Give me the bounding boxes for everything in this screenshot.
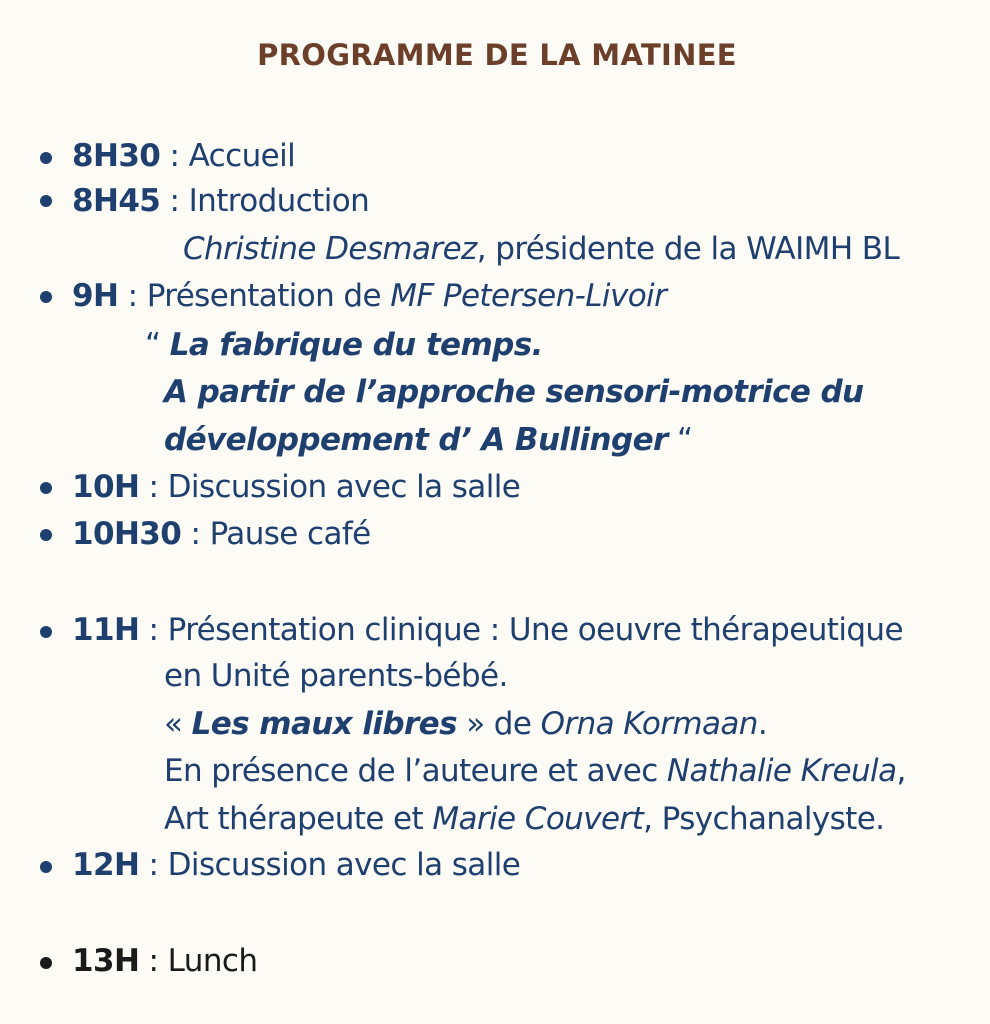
item-detail-line-4: En présence de l’auteure et avec Nathalie Kreula, [164,753,906,789]
item-detail-line-5: Art thérapeute et Marie Couvert, Psychanalyste. [164,801,885,837]
schedule-item-1300: 13H : Lunch [72,943,258,979]
speaker-name: Marie Couvert [432,801,644,837]
item-time: 8H45 [72,183,161,219]
item-text: Discussion avec la salle [167,847,521,883]
item-text: Discussion avec la salle [167,469,521,505]
item-time: 12H [72,847,140,883]
work-title: Les maux libres [191,706,457,742]
page-title: PROGRAMME DE LA MATINEE [257,38,737,72]
item-time: 11H [72,612,140,648]
schedule-item-1030: 10H30 : Pause café [72,516,371,552]
author-name: Orna Kormaan [540,706,758,742]
item-detail-line-2: en Unité parents-bébé. [164,658,508,694]
talk-title-line-1: “ La fabrique du temps. [145,327,543,363]
item-time: 10H [72,469,140,505]
bullet-icon [40,482,52,494]
item-detail: Christine Desmarez, présidente de la WAIMH BL [183,231,900,267]
item-time: 10H30 [72,516,182,552]
schedule-item-0900: 9H : Présentation de MF Petersen-Livoir [72,278,667,314]
item-detail-line-3: « Les maux libres » de Orna Kormaan. [164,706,768,742]
item-time: 9H [72,278,119,314]
item-text: Accueil [188,138,296,174]
schedule-item-1000: 10H : Discussion avec la salle [72,469,521,505]
speaker-name: Nathalie Kreula [666,753,897,789]
item-text: Présentation clinique : Une oeuvre thérapeutique [167,612,903,648]
bullet-icon [40,291,52,303]
bullet-icon [40,152,52,164]
speaker-name: MF Petersen-Livoir [390,278,667,314]
item-text: Introduction [188,183,370,219]
talk-title-line-2: A partir de l’approche sensori-motrice du [164,374,864,410]
schedule-item-1200: 12H : Discussion avec la salle [72,847,521,883]
item-time: 13H [72,943,140,979]
item-text: Pause café [209,516,371,552]
speaker-name: Christine Desmarez [183,231,477,267]
item-text: Présentation de [146,278,391,314]
talk-title-line-3: développement d’ A Bullinger “ [164,422,693,458]
schedule-item-0845: 8H45 : Introduction [72,183,370,219]
bullet-icon [40,626,52,638]
bullet-icon [40,195,52,207]
schedule-item-1100: 11H : Présentation clinique : Une oeuvre thérapeutique [72,612,903,648]
schedule-item-0830: 8H30 : Accueil [72,138,296,174]
item-text: Lunch [167,943,258,979]
bullet-icon [40,861,52,873]
bullet-icon [40,529,52,541]
item-time: 8H30 [72,138,161,174]
bullet-icon [40,957,52,969]
